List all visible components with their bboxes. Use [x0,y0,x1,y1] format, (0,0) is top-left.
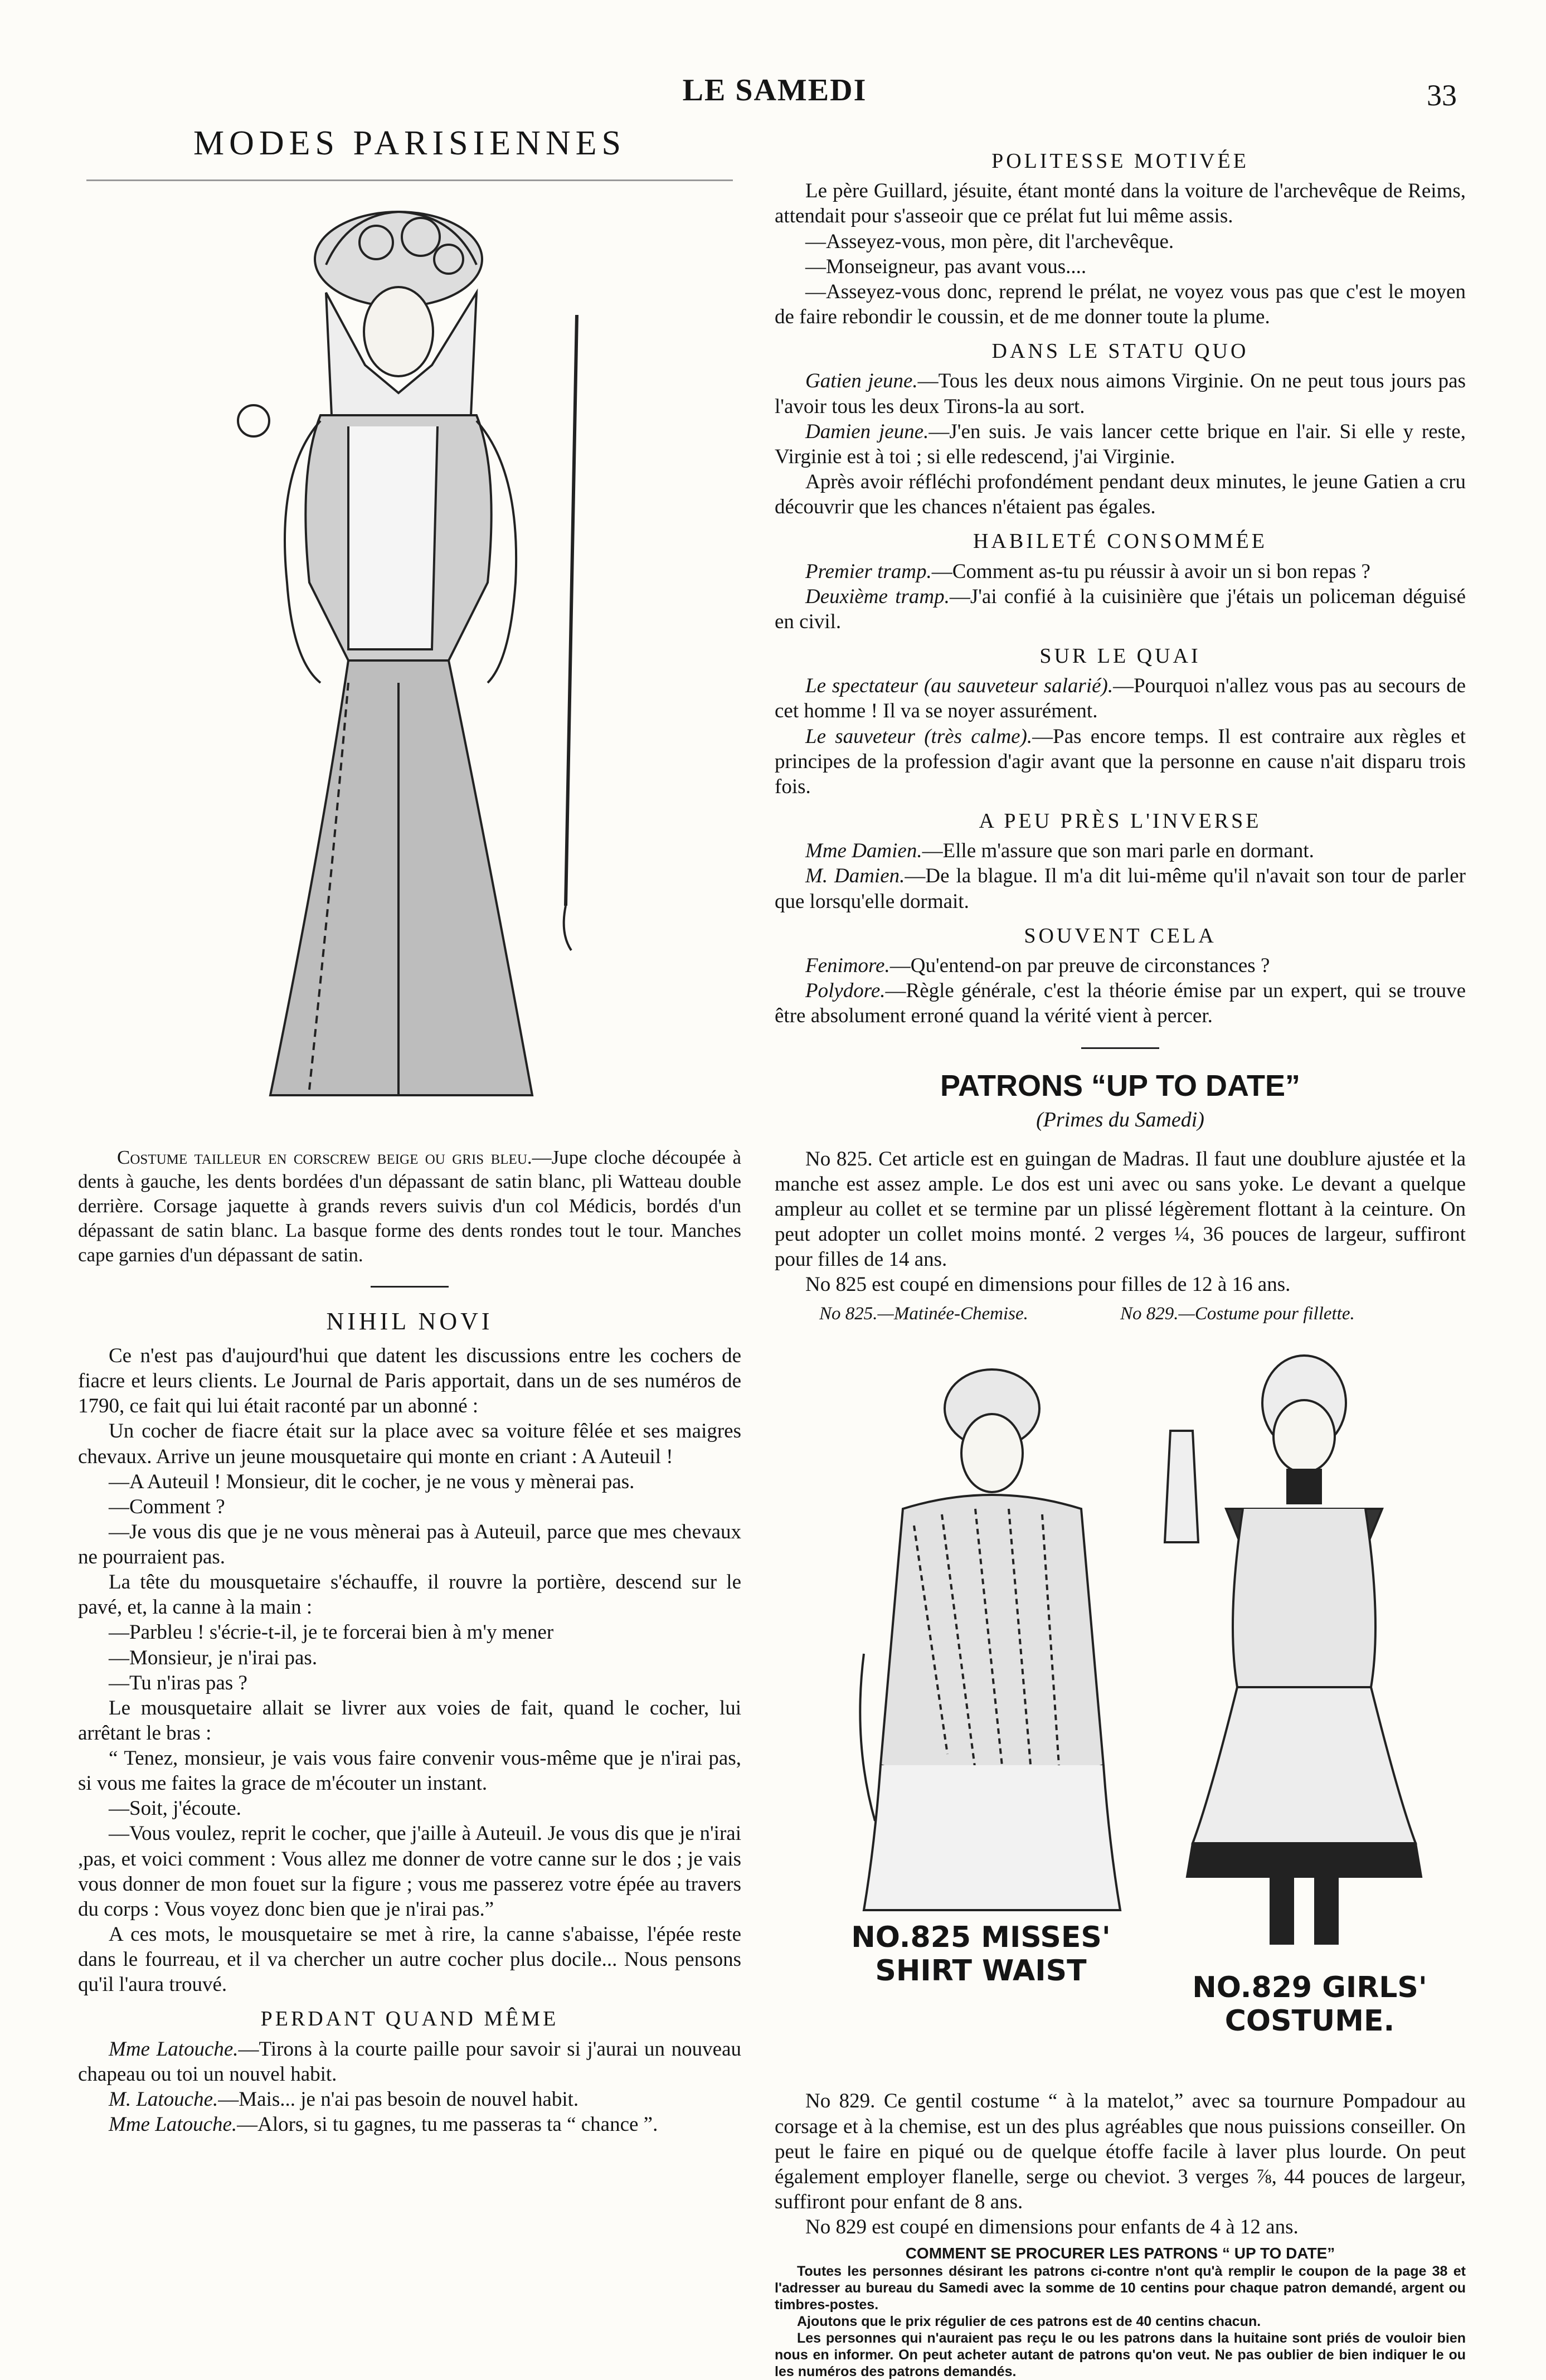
politesse-para: —Asseyez-vous donc, reprend le prélat, ne voyez vous pas que c'est le moyen de faire rebondir le coussin, et de me donner toute la plume. [775,280,1466,328]
speaker: Polydore. [805,979,886,1003]
nihil-para: —Tu n'iras pas ? [109,1671,247,1694]
line-text: —Tous les deux nous aimons Virginie. On ne peut tous jours pas l'avoir tous les deux Tirons-la au sort. [775,370,1466,418]
souvent-cela-title: SOUVENT CELA [1024,924,1217,948]
inverse-title: A PEU PRÈS L'INVERSE [979,809,1262,833]
nihil-para: —Parbleu ! s'écrie-t-il, je te forcerai bien à m'y mener [109,1621,554,1644]
patron-829-text: No 829. Ce gentil costume “ à la matelot,” avec sa tournure Pompadour au corsage et à la chemise, est un des plus agréables que nous puissions conseiller. On peut le faire en piqué ou de quelque étoffe facile à laver plus lourde. On peut également employer flanelle, serge ou cheviot. 3 verges ⅞, 44 pouces de largeur, suffiront pour enfant de 8 ans. [775,2090,1466,2213]
notice-title: COMMENT SE PROCURER LES PATRONS “ UP TO DATE” [905,2245,1335,2262]
plate-label-829: NO.829 GIRLS' COSTUME. [1192,1971,1427,2038]
line-text: —Règle générale, c'est la théorie émise par un expert, qui se trouve être absolument erroné quand la vérité vient à percer. [775,979,1466,1028]
pattern-plates [775,1303,1466,2083]
nihil-para: —Comment ? [109,1495,225,1518]
notice-para: Les personnes qui n'auraient pas reçu le ou les patrons dans la huitaine sont priés de vouloir bien nous en informer. On peut acheter autant de patrons qu'on veut. Ne pas oublier de bien indiquer le ou les numéros des patrons demandés. [775,2330,1466,2380]
nihil-para: La tête du mousquetaire s'échauffe, il rouvre la portière, descend sur le pavé, et, la canne à la main : [78,1571,741,1619]
dialogue-line [775,953,1466,978]
dialogue-line [775,724,1466,799]
dialogue-line [775,673,1466,723]
patrons-subtitle: (Primes du Samedi) [1036,1108,1204,1132]
patron-825-sizes: No 825 est coupé en dimensions pour filles de 12 à 16 ans. [805,1273,1291,1296]
speaker: M. Latouche. [109,2087,218,2111]
line-text: —Qu'entend-on par preuve de circonstances ? [889,954,1270,978]
caption-body: —Jupe cloche découpée à dents à gauche, les dents bordées d'un dépassant de satin blanc, pli Watteau double derrière. Corsage jaquette à grands revers suivis d'un col Médicis, bordés d'un dépassant de satin blanc. La basque forme des dents rondes tout le tour. Manches cape garnies d'un dépassant de satin. [78,1146,741,1266]
nihil-para: Ce n'est pas d'aujourd'hui que datent les discussions entre les cochers de fiacre et leurs clients. Le Journal de Paris apportait, dans un de ses numéros de 1790, ce fait qui lui était raconté par un abonné : [78,1344,741,1418]
patron-829-sizes: No 829 est coupé en dimensions pour enfants de 4 à 12 ans. [805,2216,1299,2239]
fashion-caption [78,1145,741,1267]
nihil-para: —Soit, j'écoute. [109,1797,241,1820]
speaker: Mme Damien. [805,839,922,863]
politesse-para: —Asseyez-vous, mon père, dit l'archevêque. [805,230,1174,253]
page-header [0,72,1546,117]
souvent-cela-article [775,953,1466,1028]
line-text: —Tirons à la courte paille pour savoir si j'aurai un nouveau chapeau ou toi un nouvel habit. [78,2037,741,2086]
line-text: —De la blague. Il m'a dit lui-même qu'il n'avait son tour de parler que lorsqu'elle dormait. [775,864,1466,913]
nihil-para: —Je vous dis que je ne vous mènerai pas à Auteuil, parce que mes chevaux ne pourraient pas. [78,1520,741,1569]
speaker: Mme Latouche. [109,2037,239,2061]
dialogue-line [775,419,1466,469]
dialogue-line [775,469,1466,519]
habilete-title: HABILETÉ CONSOMMÉE [973,530,1268,553]
sur-le-quai-article [775,673,1466,799]
right-column [775,139,1466,2380]
fig-label-825: No 825.—Matinée-Chemise. [819,1304,1028,1324]
plate-label-825: NO.825 MISSES' SHIRT WAIST [851,1921,1111,1988]
nihil-novi-article [78,1343,741,1997]
line-text: Après avoir réfléchi profondément pendant deux minutes, le jeune Gatien a cru découvrir que les chances n'étaient pas égales. [775,470,1466,519]
perdant-title: PERDANT QUAND MÊME [260,2007,559,2031]
page-number: 33 [1427,79,1457,112]
dialogue-line [775,978,1466,1028]
inverse-article [775,838,1466,914]
line-text: —J'en suis. Je vais lancer cette brique en l'air. Si elle y reste, Virginie est à toi ; si elle redescend, j'ai Virginie. [775,420,1466,468]
politesse-para: Le père Guillard, jésuite, étant monté dans la voiture de l'archevêque de Reims, attendait pour s'asseoir que ce prélat fut lui même assis. [775,179,1466,228]
line-text: —Pourquoi n'allez vous pas au secours de cet homme ! Il va se noyer assurément. [775,674,1466,723]
caption-lead: Costume tailleur en corscrew beige ou gris bleu. [117,1146,532,1168]
nihil-para: Un cocher de fiacre était sur la place avec sa voiture fêlée et ses maigres chevaux. Arrive un jeune mousquetaire qui monte en criant : A Auteuil ! [78,1420,741,1468]
politesse-title: POLITESSE MOTIVÉE [991,149,1249,173]
speaker: Damien jeune. [805,420,929,443]
line-text: —Elle m'assure que son mari parle en dormant. [922,839,1314,863]
dialogue-line [775,838,1466,863]
girls-costume-illustration [1159,1342,1449,1955]
politesse-para: —Monseigneur, pas avant vous.... [805,255,1087,278]
sur-le-quai-title: SUR LE QUAI [1039,644,1201,668]
perdant-article [78,2037,741,2138]
statu-quo-article [775,368,1466,519]
modes-parisiennes-title: MODES PARISIENNES [193,124,626,162]
nihil-para: —Vous voulez, reprit le cocher, que j'aille à Auteuil. Je vous dis que je n'irai ,pas, et voici comment : Vous allez me donner de votre canne sur le dos ; je vais vous donner de mon fouet sur la figure ; vous me passerez votre épée au travers du corps : Vous voyez donc bien que je n'irai pas.” [78,1822,741,1921]
nihil-para: A ces mots, le mousquetaire se met à rire, la canne s'abaisse, l'épée reste dans le fourreau, et il va chercher un autre cocher plus docile... Nous pensons qu'il l'aura trouvé. [78,1922,741,1997]
dialogue-line [775,584,1466,634]
dialogue-line [775,368,1466,419]
nihil-novi-title: NIHIL NOVI [326,1308,493,1335]
line-text: —Pas encore temps. Il est contraire aux règles et principes de la profession d'agir avant que la personne en cause n'ait disparu trois fois. [775,725,1466,798]
line-text: —J'ai confié à la cuisinière que j'étais un policeman déguisé en civil. [775,585,1466,633]
line-text: —Mais... je n'ai pas besoin de nouvel habit. [218,2087,579,2111]
line-text: —Alors, si tu gagnes, tu me passeras ta “ chance ”. [237,2113,658,2136]
left-column [78,123,741,2137]
dialogue-line [775,863,1466,914]
separator [1081,1047,1159,1049]
speaker: Le sauveteur (très calme). [805,725,1033,748]
fashion-illustration [86,179,733,1129]
notice-para: Ajoutons que le prix régulier de ces patrons est de 40 centins chacun. [797,2314,1261,2330]
shirt-waist-illustration [842,1342,1131,1916]
girls-costume-drawing [1159,1342,1449,1955]
shirt-waist-drawing [842,1342,1131,1916]
speaker: Le spectateur (au sauveteur salarié). [805,674,1114,698]
notice-para: Toutes les personnes désirant les patrons ci-contre n'ont qu'à remplir le coupon de la page 38 et l'adresser au bureau du Samedi avec la somme de 10 centins pour chaque patron demandé, argent ou timbres-postes. [775,2264,1466,2313]
nihil-para: —Monsieur, je n'irai pas. [109,1646,318,1669]
dialogue-line [78,2087,741,2112]
speaker: Mme Latouche. [109,2113,237,2136]
speaker: Fenimore. [805,954,890,978]
dialogue-line [78,2112,741,2137]
speaker: M. Damien. [805,864,905,888]
separator [371,1286,449,1288]
patrons-title: PATRONS “UP TO DATE” [940,1069,1301,1103]
speaker: Gatien jeune. [805,370,918,393]
nihil-para: —A Auteuil ! Monsieur, dit le cocher, je ne vous y mènerai pas. [109,1470,635,1493]
nihil-para: Le mousquetaire allait se livrer aux voies de fait, quand le cocher, lui arrêtant le bras : [78,1696,741,1745]
line-text: —Comment as-tu pu réussir à avoir un si bon repas ? [931,560,1370,583]
masthead: LE SAMEDI [682,73,867,108]
fig-label-829: No 829.—Costume pour fillette. [1120,1304,1355,1324]
nihil-para: “ Tenez, monsieur, je vais vous faire convenir vous-même que je n'irai pas, si vous me faites la grace de m'écouter un instant. [78,1747,741,1795]
fashion-figure-drawing [86,181,733,1129]
speaker: Deuxième tramp. [805,585,950,608]
speaker: Premier tramp. [805,560,932,583]
habilete-article [775,559,1466,634]
dialogue-line [78,2037,741,2087]
dialogue-line [775,559,1466,584]
patron-825-text: No 825. Cet article est en guingan de Madras. Il faut une doublure ajustée et la manche est assez ample. Le dos est uni avec ou sans yoke. Le devant a quelque ampleur au collet et se termine par un plissé légèrement flottant à la ceinture. On peut adopter un collet moins monté. 2 verges ¼, 36 pouces de largeur, suffiront pour filles de 14 ans. [775,1147,1466,1271]
politesse-article [775,178,1466,329]
statu-quo-title: DANS LE STATU QUO [991,339,1249,363]
